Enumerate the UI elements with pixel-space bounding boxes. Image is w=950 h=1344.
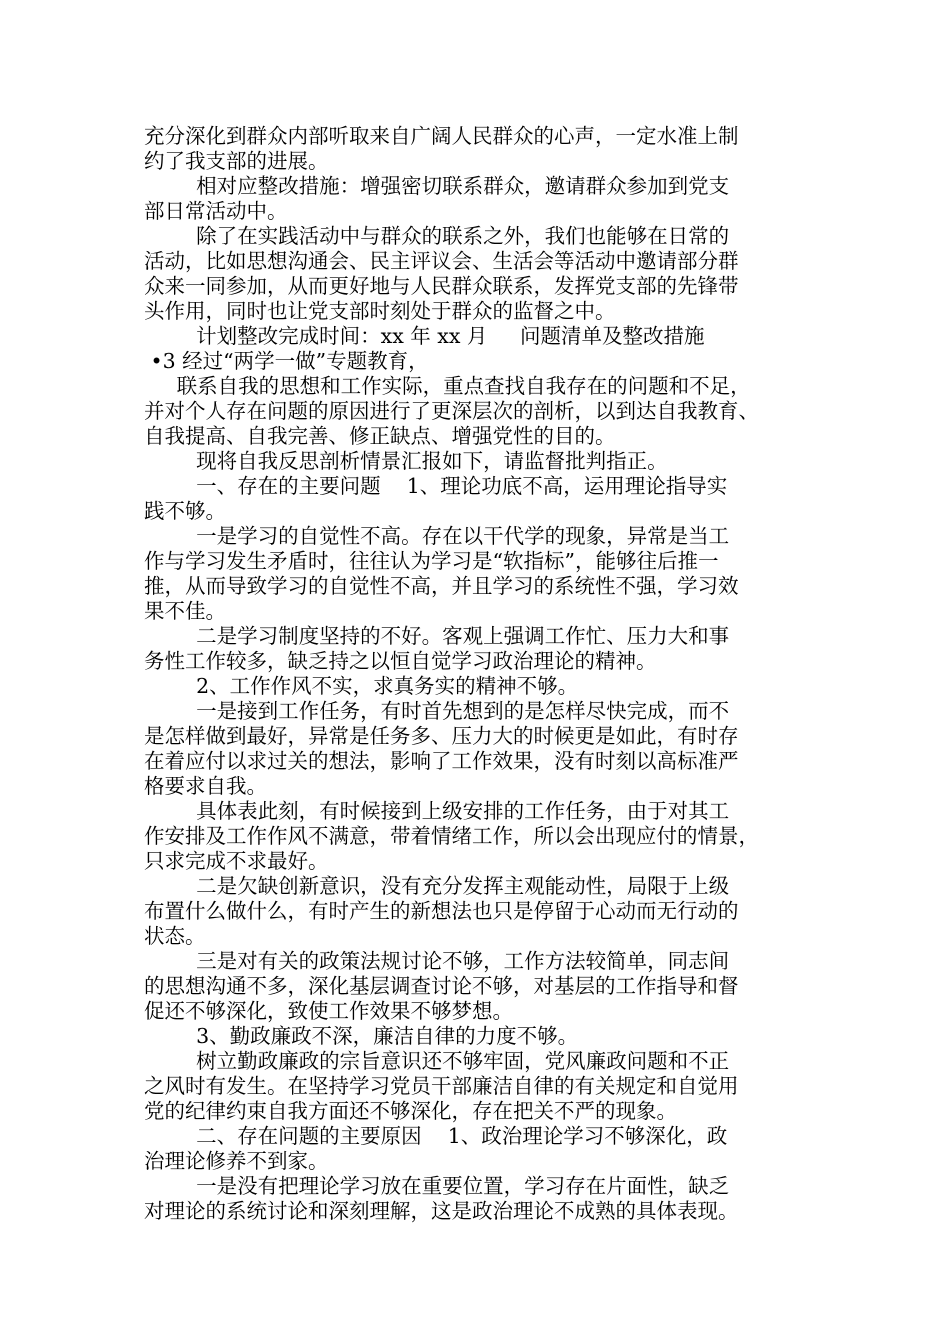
text-line: 党的纪律约束自我方面还不够深化，存在把关不严的现象。 [144, 1099, 677, 1123]
text-line: 务性工作较多，缺乏持之以恒自觉学习政治理论的精神。 [144, 649, 657, 673]
text-line: 自我提高、自我完善、修正缺点、增强党性的目的。 [144, 424, 616, 448]
text-line: 活动，比如思想沟通会、民主评议会、生活会等活动中邀请部分群 [144, 249, 739, 273]
text-line: •3 经过“两学一做”专题教育， [144, 349, 429, 373]
text-line: 相对应整改措施：增强密切联系群众，邀请群众参加到党支 [144, 174, 730, 198]
text-line: 二、存在问题的主要原因 1、政治理论学习不够深化，政 [144, 1124, 728, 1148]
text-line: 一、存在的主要问题 1、理论功底不高，运用理论指导实 [144, 474, 728, 498]
text-line: 约了我支部的进展。 [144, 149, 329, 173]
text-line: 二是欠缺创新意识，没有充分发挥主观能动性，局限于上级 [144, 874, 730, 898]
text-line: 一是没有把理论学习放在重要位置，学习存在片面性，缺乏 [144, 1174, 730, 1198]
text-line: 除了在实践活动中与群众的联系之外，我们也能够在日常的 [144, 224, 730, 248]
text-line: 2、工作作风不实，求真务实的精神不够。 [144, 674, 579, 698]
text-line: 格要求自我。 [144, 774, 267, 798]
text-line: 三是对有关的政策法规讨论不够，工作方法较简单，同志间 [144, 949, 730, 973]
text-line: 二是学习制度坚持的不好。客观上强调工作忙、压力大和事 [144, 624, 730, 648]
text-line: 果不佳。 [144, 599, 226, 623]
text-line: 的思想沟通不多，深化基层调查讨论不够，对基层的工作指导和督 [144, 974, 739, 998]
text-line: 一是接到工作任务，有时首先想到的是怎样尽快完成，而不 [144, 699, 730, 723]
text-line: 树立勤政廉政的宗旨意识还不够牢固，党风廉政问题和不正 [144, 1049, 730, 1073]
text-line: 头作用，同时也让党支部时刻处于群众的监督之中。 [144, 299, 616, 323]
text-line: 促还不够深化，致使工作效果不够梦想。 [144, 999, 513, 1023]
text-line: 是怎样做到最好，异常是任务多、压力大的时候更是如此，有时存 [144, 724, 739, 748]
text-line: 之风时有发生。在坚持学习党员干部廉洁自律的有关规定和自觉用 [144, 1074, 739, 1098]
text-line: 作安排及工作作风不满意，带着情绪工作，所以会出现应付的情景， [144, 824, 759, 848]
text-line: 充分深化到群众内部听取来自广阔人民群众的心声，一定水准上制 [144, 124, 739, 148]
text-line: 作与学习发生矛盾时，往往认为学习是“软指标”，能够往后推一 [144, 549, 719, 573]
text-line: 一是学习的自觉性不高。存在以干代学的现象，异常是当工 [144, 524, 730, 548]
text-line: 计划整改完成时间：xx 年 xx 月 问题清单及整改措施 [144, 324, 705, 348]
text-line: 状态。 [144, 924, 206, 948]
document-body [144, 124, 816, 1224]
text-line: 部日常活动中。 [144, 199, 288, 223]
text-line: 对理论的系统讨论和深刻理解，这是政治理论不成熟的具体表现。 [144, 1199, 739, 1223]
text-line: 具体表此刻，有时候接到上级安排的工作任务，由于对其工 [144, 799, 730, 823]
text-line: 只求完成不求最好。 [144, 849, 329, 873]
text-line: 并对个人存在问题的原因进行了更深层次的剖析，以到达自我教育、 [144, 399, 759, 423]
text-line: 践不够。 [144, 499, 226, 523]
text-line: 推，从而导致学习的自觉性不高，并且学习的系统性不强，学习效 [144, 574, 739, 598]
text-line: 在着应付以求过关的想法，影响了工作效果，没有时刻以高标准严 [144, 749, 739, 773]
text-line: 治理论修养不到家。 [144, 1149, 329, 1173]
text-line: 联系自我的思想和工作实际，重点查找自我存在的问题和不足， [144, 374, 751, 398]
text-line: 3、勤政廉政不深，廉洁自律的力度不够。 [144, 1024, 579, 1048]
text-line: 现将自我反思剖析情景汇报如下，请监督批判指正。 [144, 449, 668, 473]
text-line: 布置什么做什么，有时产生的新想法也只是停留于心动而无行动的 [144, 899, 739, 923]
text-line: 众来一同参加，从而更好地与人民群众联系，发挥党支部的先锋带 [144, 274, 739, 298]
